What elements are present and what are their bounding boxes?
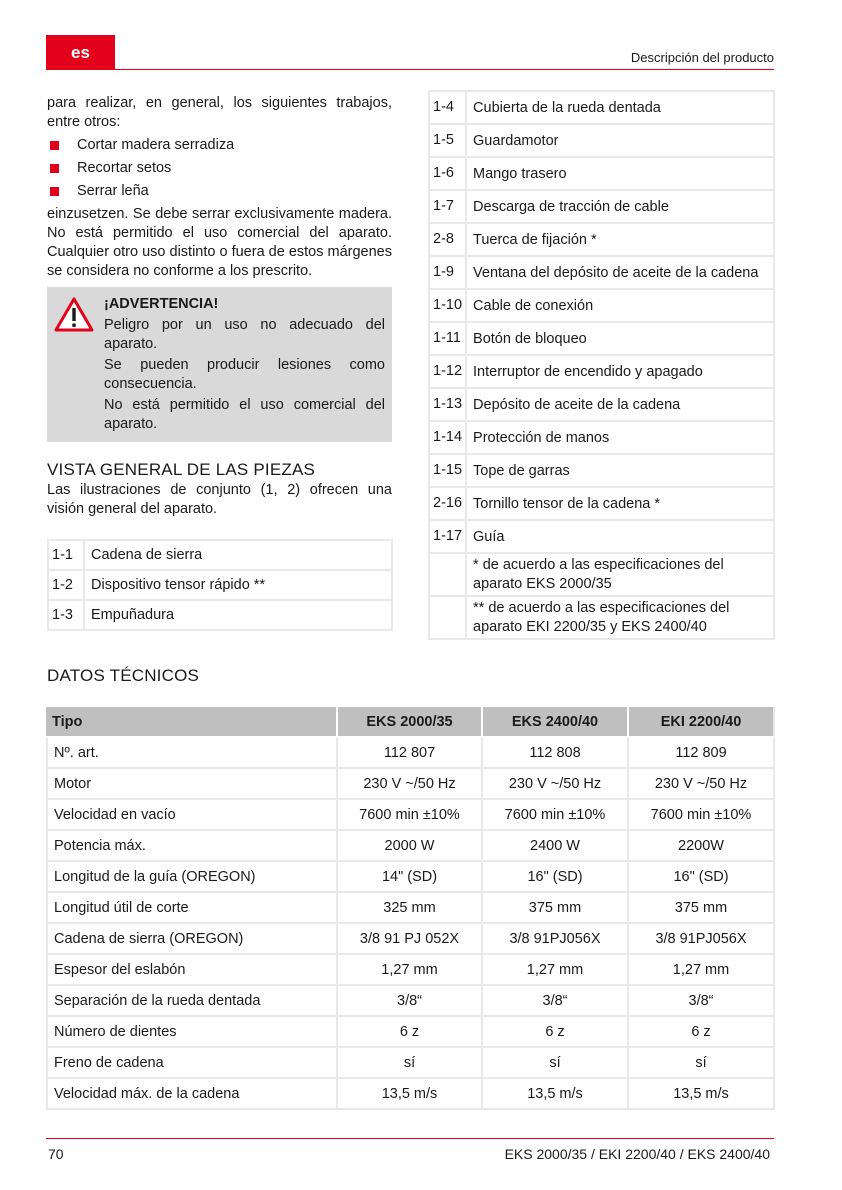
part-name: Protección de manos [467,420,775,453]
warning-title: ¡ADVERTENCIA! [104,296,219,312]
warning-line: Peligro por un uso no adecuado del aparato. [104,317,385,352]
work-list [47,134,392,203]
warning-line: Se pueden producir lesiones como consecuencia. [104,357,385,392]
spec-value: 7600 min ±10% [338,800,483,831]
part-name: Tope de garras [467,453,775,486]
spec-value: 3/8 91 PJ 052X [338,924,483,955]
spec-value: 112 809 [629,738,775,769]
table-row [428,90,775,123]
part-name: Depósito de aceite de la cadena [467,387,775,420]
spec-label: Número de dientes [46,1017,338,1048]
warning-triangle-icon [54,295,94,436]
part-name: Mango trasero [467,156,775,189]
part-ref: 1-10 [428,288,467,321]
intended-use-text [47,94,392,281]
table-row [428,595,775,640]
intro-body: einzusetzen. Se debe serrar exclusivamente madera. No está permitido el uso comercial del aparato. Cualquier otro uso distinto o fuera de estos márgenes se considera no conforme a los prescrito. [47,206,392,279]
spec-label: Separación de la rueda dentada [46,986,338,1017]
warning-line: No está permitido el uso comercial del aparato. [104,397,385,432]
page-number: 70 [48,1146,64,1162]
parts-table-right [428,90,775,640]
table-row [428,222,775,255]
table-row [428,420,775,453]
table-row [46,1017,775,1048]
part-name: Cubierta de la rueda dentada [467,90,775,123]
spec-value: 3/8 91PJ056X [629,924,775,955]
left-column [47,94,392,631]
spec-value: 230 V ~/50 Hz [483,769,629,800]
table-row [428,189,775,222]
list-item: Serrar leña [47,180,392,203]
part-name: ** de acuerdo a las especificaciones del aparato EKI 2200/35 y EKS 2400/40 [467,595,775,640]
part-ref: 1-11 [428,321,467,354]
table-row [428,387,775,420]
part-name: Tuerca de fijación * [467,222,775,255]
column-header: Tipo [46,707,338,738]
column-header: EKS 2400/40 [483,707,629,738]
spec-value: 230 V ~/50 Hz [629,769,775,800]
part-name: Guardamotor [467,123,775,156]
language-tab: es [46,35,115,70]
bullet-square-icon [50,187,59,196]
table-row [46,1079,775,1110]
bullet-square-icon [50,164,59,173]
spec-value: 112 807 [338,738,483,769]
table-row [46,738,775,769]
part-ref: 1-14 [428,420,467,453]
spec-value: 7600 min ±10% [483,800,629,831]
spec-value: 3/8 91PJ056X [483,924,629,955]
spec-value: sí [483,1048,629,1079]
part-ref: 1-12 [428,354,467,387]
table-row [46,831,775,862]
spec-value: 13,5 m/s [338,1079,483,1110]
table-row [428,288,775,321]
table-row [428,354,775,387]
table-row [428,156,775,189]
spec-label: Longitud útil de corte [46,893,338,924]
footer-models: EKS 2000/35 / EKI 2200/40 / EKS 2400/40 [504,1146,770,1162]
table-row: 1-2 Dispositivo tensor rápido ** [47,569,393,599]
column-header: EKI 2200/40 [629,707,775,738]
table-row [428,321,775,354]
spec-value: 6 z [338,1017,483,1048]
part-ref: 1-15 [428,453,467,486]
footer-rule [46,1138,774,1139]
header-rule [115,69,774,70]
part-ref: 1-17 [428,519,467,552]
spec-value: 1,27 mm [338,955,483,986]
part-name: Tornillo tensor de la cadena * [467,486,775,519]
table-header-row [46,707,775,738]
spec-label: Longitud de la guía (OREGON) [46,862,338,893]
spec-value: 230 V ~/50 Hz [338,769,483,800]
warning-box [47,287,392,442]
part-ref: 1-13 [428,387,467,420]
spec-value: 375 mm [483,893,629,924]
spec-value: 2200W [629,831,775,862]
part-name: Botón de bloqueo [467,321,775,354]
spec-label: Velocidad en vacío [46,800,338,831]
spec-value: sí [338,1048,483,1079]
spec-value: 6 z [483,1017,629,1048]
table-row [46,1048,775,1079]
table-row [428,552,775,595]
table-row [428,123,775,156]
spec-value: 2000 W [338,831,483,862]
part-ref: 2-8 [428,222,467,255]
overview-heading: VISTA GENERAL DE LAS PIEZAS [47,460,316,479]
table-row [46,862,775,893]
part-ref: 1-5 [428,123,467,156]
spec-value: 1,27 mm [483,955,629,986]
part-ref: 1-7 [428,189,467,222]
table-row [428,519,775,552]
technical-data-heading: DATOS TÉCNICOS [47,666,200,685]
spec-label: Cadena de sierra (OREGON) [46,924,338,955]
part-ref: 1-6 [428,156,467,189]
bullet-square-icon [50,141,59,150]
table-row [46,769,775,800]
part-name: Cable de conexión [467,288,775,321]
spec-value: 325 mm [338,893,483,924]
spec-label: Potencia máx. [46,831,338,862]
section-header-title: Descripción del producto [630,50,774,65]
part-name: Guía [467,519,775,552]
table-row [428,255,775,288]
spec-label: Espesor del eslabón [46,955,338,986]
spec-value: 7600 min ±10% [629,800,775,831]
part-name: Interruptor de encendido y apagado [467,354,775,387]
table-row [46,924,775,955]
part-name: Ventana del depósito de aceite de la cadena [467,255,775,288]
spec-value: 14" (SD) [338,862,483,893]
spec-value: 13,5 m/s [483,1079,629,1110]
spec-label: Freno de cadena [46,1048,338,1079]
table-row [46,986,775,1017]
part-name: * de acuerdo a las especificaciones del aparato EKS 2000/35 [467,552,775,595]
spec-label: Motor [46,769,338,800]
table-row [46,800,775,831]
part-ref: 1-9 [428,255,467,288]
table-row [428,486,775,519]
list-item: Recortar setos [47,157,392,180]
table-row [428,453,775,486]
spec-value: 2400 W [483,831,629,862]
spec-value: 1,27 mm [629,955,775,986]
spec-label: Nº. art. [46,738,338,769]
spec-value: 3/8“ [629,986,775,1017]
spec-value: 6 z [629,1017,775,1048]
table-row: 1-3 Empuñadura [47,599,393,631]
part-ref [428,595,467,640]
spec-value: 3/8“ [483,986,629,1017]
spec-value: 16" (SD) [629,862,775,893]
spec-value: 13,5 m/s [629,1079,775,1110]
table-row [46,955,775,986]
spec-value: 3/8“ [338,986,483,1017]
part-ref: 1-4 [428,90,467,123]
spec-value: 375 mm [629,893,775,924]
column-header: EKS 2000/35 [338,707,483,738]
overview-text: Las ilustraciones de conjunto (1, 2) ofrecen una visión general del aparato. [47,482,392,517]
list-item: Cortar madera serradiza [47,134,392,157]
spec-value: 112 808 [483,738,629,769]
technical-data-table [46,707,775,1110]
spec-label: Velocidad máx. de la cadena [46,1079,338,1110]
spec-value: sí [629,1048,775,1079]
intro-lead: para realizar, en general, los siguientes trabajos, entre otros: [47,95,392,130]
part-ref [428,552,467,595]
table-row [46,893,775,924]
part-name: Descarga de tracción de cable [467,189,775,222]
table-row: 1-1 Cadena de sierra [47,539,393,569]
parts-table-left [47,539,393,631]
spec-value: 16" (SD) [483,862,629,893]
part-ref: 2-16 [428,486,467,519]
